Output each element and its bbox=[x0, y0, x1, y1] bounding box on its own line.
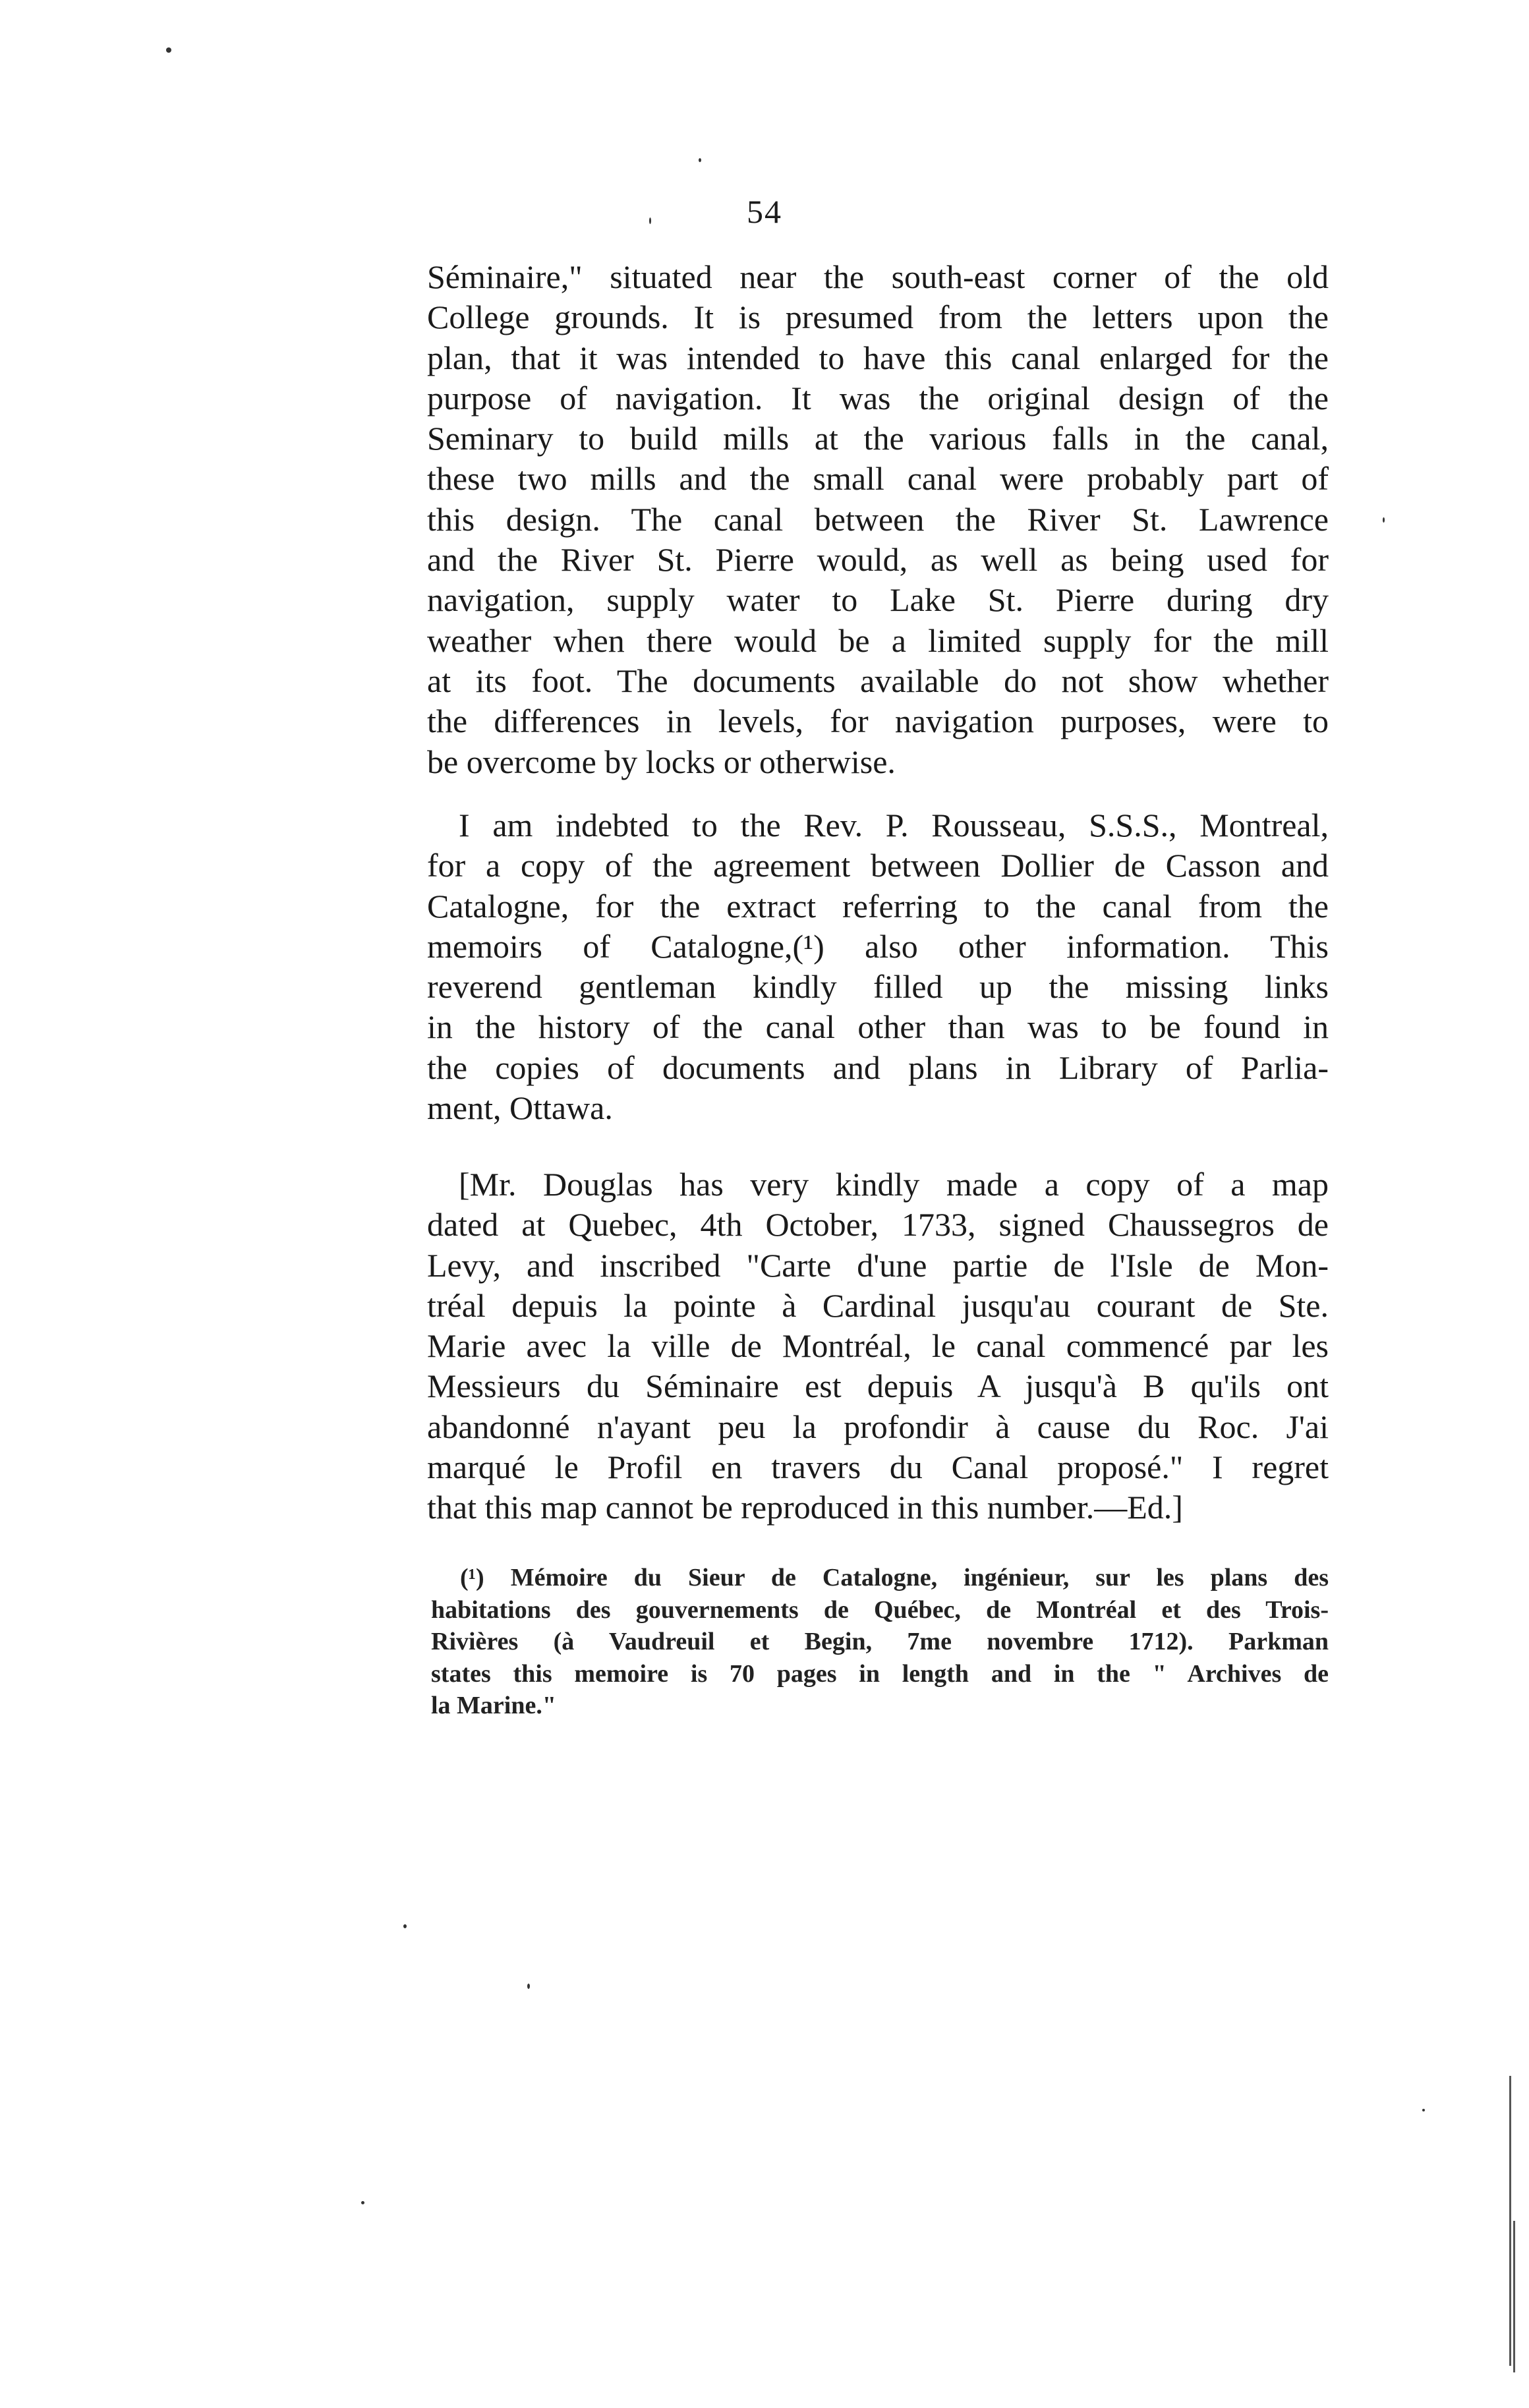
scan-edge-mark bbox=[1513, 2221, 1515, 2372]
text-line: ment, Ottawa. bbox=[427, 1089, 613, 1127]
text-line: these two mills and the small canal were probably part of bbox=[427, 460, 1329, 498]
scan-edge-mark bbox=[1509, 2076, 1511, 2366]
scan-speck bbox=[361, 2201, 364, 2204]
paragraph-canal-design bbox=[427, 257, 1329, 782]
text-line: I am indebted to the Rev. P. Rousseau, S.S.S., Montreal, bbox=[459, 807, 1329, 844]
scan-speck bbox=[166, 47, 171, 53]
footnote-line: Rivières (à Vaudreuil et Begin, 7me novembre 1712). Parkman bbox=[431, 1628, 1329, 1655]
text-line: that this map cannot be reproduced in this number.—Ed.] bbox=[427, 1489, 1183, 1526]
text-line: Séminaire," situated near the south-east corner of the old bbox=[427, 258, 1329, 295]
text-line: Marie avec la ville de Montréal, le canal commencé par les bbox=[427, 1327, 1329, 1365]
text-line: the differences in levels, for navigation purposes, were to bbox=[427, 702, 1329, 740]
text-line: Messieurs du Séminaire est depuis A jusqu'à B qu'ils ont bbox=[427, 1367, 1329, 1405]
scan-speck bbox=[649, 217, 651, 224]
text-line: purpose of navigation. It was the original design of the bbox=[427, 379, 1329, 416]
text-line: Levy, and inscribed "Carte d'une partie de l'Isle de Mon- bbox=[427, 1246, 1329, 1284]
footnote bbox=[431, 1562, 1329, 1722]
text-line: the copies of documents and plans in Library of Parlia- bbox=[427, 1048, 1329, 1086]
text-line: weather when there would be a limited supply for the mill bbox=[427, 621, 1329, 659]
footnote-line: states this memoire is 70 pages in length and in the " Archives de bbox=[431, 1659, 1329, 1688]
page-number: 54 bbox=[747, 193, 782, 230]
text-line: at its foot. The documents available do not show whether bbox=[427, 662, 1329, 699]
text-line: [Mr. Douglas has very kindly made a copy of a map bbox=[459, 1166, 1329, 1203]
footnote-line: (¹) Mémoire du Sieur de Catalogne, ingénieur, sur les plans des bbox=[460, 1564, 1329, 1591]
text-line: navigation, supply water to Lake St. Pierre during dry bbox=[427, 581, 1329, 619]
text-line: abandonné n'ayant peu la profondir à cause du Roc. J'ai bbox=[427, 1408, 1329, 1445]
footnote-line: habitations des gouvernements de Québec, de Montréal et des Trois- bbox=[431, 1595, 1329, 1624]
scan-speck bbox=[1383, 517, 1385, 523]
scan-speck bbox=[527, 1984, 530, 1989]
scan-speck bbox=[1422, 2109, 1425, 2111]
text-line: reverend gentleman kindly filled up the missing links bbox=[427, 968, 1329, 1006]
text-line: tréal depuis la pointe à Cardinal jusqu'au courant de Ste. bbox=[427, 1286, 1329, 1324]
scan-speck bbox=[699, 158, 701, 162]
text-line: memoirs of Catalogne,(¹) also other information. This bbox=[427, 927, 1329, 965]
text-line: marqué le Profil en travers du Canal proposé." I regret bbox=[427, 1448, 1329, 1486]
text-line: for a copy of the agreement between Dollier de Casson and bbox=[427, 847, 1329, 884]
text-line: Seminary to build mills at the various falls in the canal, bbox=[427, 420, 1329, 457]
paragraph-editor-note bbox=[427, 1164, 1329, 1528]
text-line: College grounds. It is presumed from the letters upon the bbox=[427, 299, 1329, 336]
text-line: this design. The canal between the River St. Lawrence bbox=[427, 500, 1329, 538]
text-line: and the River St. Pierre would, as well as being used for bbox=[427, 541, 1329, 579]
text-line: dated at Quebec, 4th October, 1733, signed Chaussegros de bbox=[427, 1206, 1329, 1244]
paragraph-acknowledgement bbox=[427, 805, 1329, 1128]
footnote-line: la Marine." bbox=[431, 1692, 556, 1719]
scan-speck bbox=[403, 1924, 407, 1928]
text-line: be overcome by locks or otherwise. bbox=[427, 743, 896, 780]
text-line: Catalogne, for the extract referring to the canal from the bbox=[427, 887, 1329, 925]
text-line: plan, that it was intended to have this canal enlarged for the bbox=[427, 339, 1329, 376]
text-line: in the history of the canal other than was to be found in bbox=[427, 1008, 1329, 1046]
